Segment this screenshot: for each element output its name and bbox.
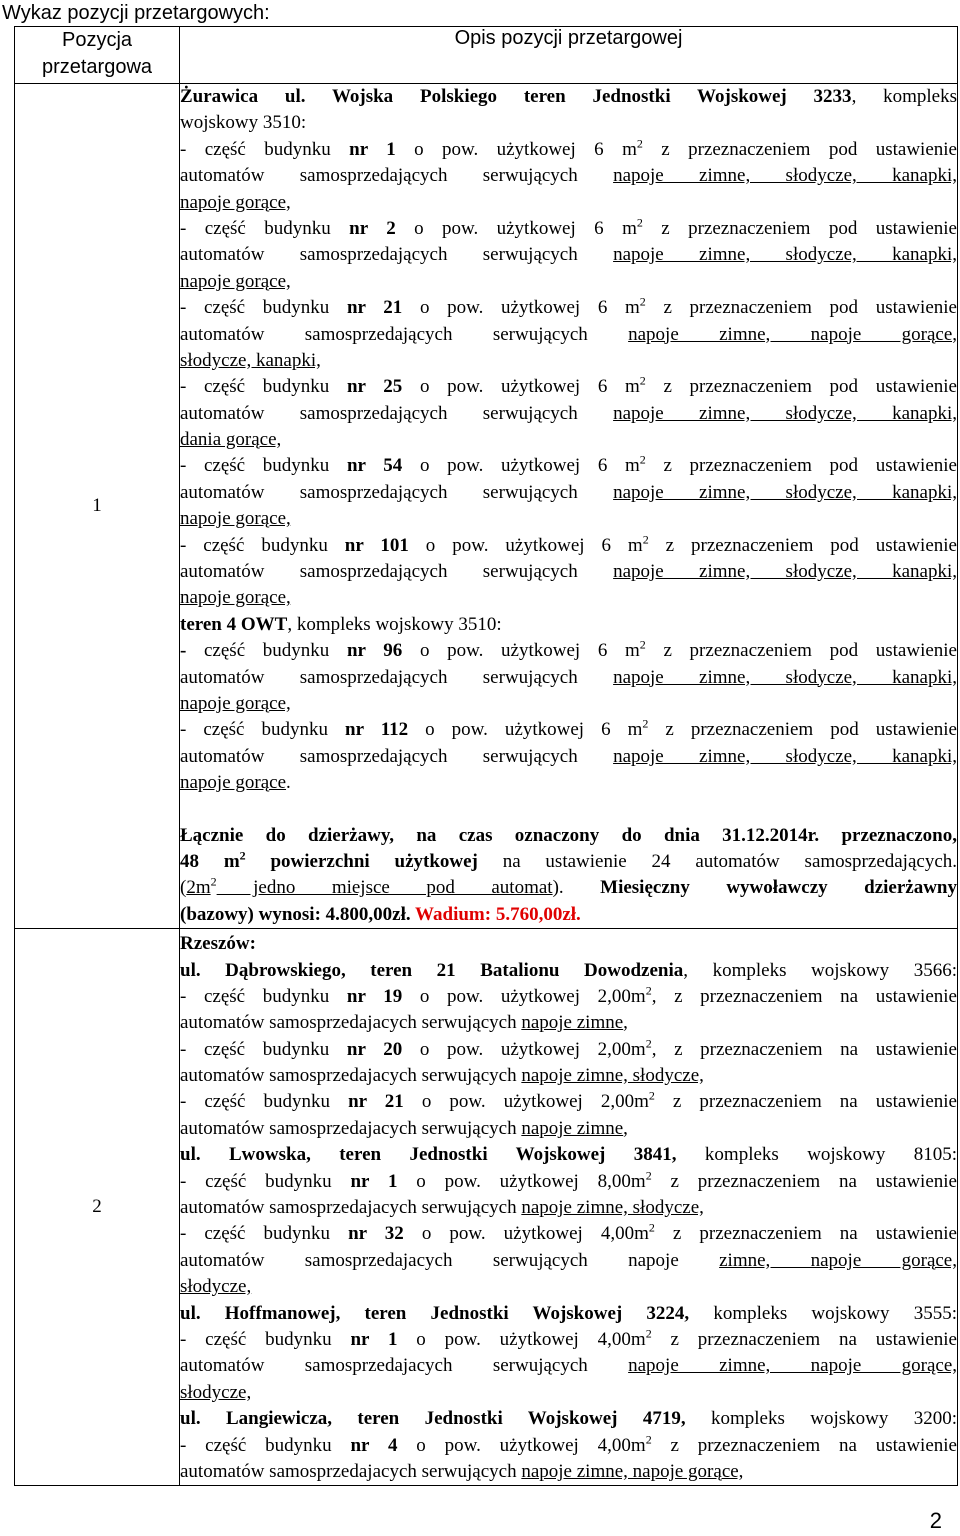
text-segment: automatów samosprzedajacych serwujących napoje (180, 1249, 720, 1271)
text-segment: - część budynku (180, 455, 347, 477)
text-segment: 2 (645, 1168, 652, 1183)
text-segment: z przeznaczeniem pod ustawienie (645, 376, 957, 398)
header-description: Opis pozycji przetargowej (180, 27, 958, 84)
text-segment: napoje zimne (521, 1117, 624, 1139)
text-line (180, 1063, 957, 1089)
text-segment: nr 19 (346, 985, 403, 1007)
text-segment: napoje zimne, słodycze, (521, 1065, 704, 1087)
text-segment: z przeznaczeniem pod ustawienie (648, 534, 957, 556)
text-segment: napoje gorące, (180, 508, 291, 530)
text-segment: z przeznaczeniem pod ustawienie (648, 719, 957, 741)
text-segment: nr 101 (344, 534, 409, 556)
text-segment: napoje zimne, słodycze, kanapki, (613, 745, 957, 767)
header-position (15, 27, 180, 84)
text-segment: automatów samosprzedajacych serwujących (180, 1012, 522, 1034)
text-segment: o pow. użytkowej 4,00m (403, 1223, 649, 1245)
text-segment: , (623, 1012, 628, 1034)
text-segment: automatów samosprzedających serwujących (180, 244, 614, 266)
text-segment: słodycze, (180, 1381, 252, 1403)
text-segment: 2 (639, 637, 646, 652)
text-line (180, 665, 957, 691)
text-segment: nr 2 (349, 217, 396, 239)
text-segment: o pow. użytkowej 6 m (402, 297, 640, 319)
text-segment: napoje gorące, (180, 191, 291, 213)
text-line (180, 480, 957, 506)
text-segment: napoje zimne, słodycze, kanapki, (613, 561, 957, 583)
position-number-2: 2 (15, 929, 180, 1486)
text-segment: 2 (239, 848, 246, 863)
text-segment: 2 (639, 453, 646, 468)
text-segment: - część budynku (180, 1328, 351, 1350)
text-line (180, 84, 957, 110)
text-line (180, 190, 957, 216)
text-segment: napoje zimne, słodycze, kanapki, (613, 402, 957, 424)
text-segment: nr 21 (348, 1091, 404, 1113)
text-segment: napoje gorące (180, 772, 287, 794)
text-segment: napoje zimne, słodycze, kanapki, (613, 244, 957, 266)
text-segment: z przeznaczeniem pod ustawienie (645, 455, 957, 477)
text-segment: wojskowy 3510: (180, 112, 307, 134)
text-segment: - część budynku (180, 1434, 351, 1456)
text-segment: ul. Langiewicza, teren Jednostki Wojskowej 4719, (180, 1408, 686, 1430)
table-header-row (15, 27, 958, 84)
text-segment: 2 (642, 532, 649, 547)
table-row (15, 84, 958, 929)
page-title: Wykaz pozycji przetargowych: (2, 2, 270, 24)
text-line (180, 374, 957, 400)
text-segment: 2 (645, 1036, 652, 1051)
text-segment: o pow. użytkowej 6 m (408, 719, 643, 741)
text-segment: napoje gorące, (180, 587, 291, 609)
text-line (180, 1089, 957, 1115)
text-segment: 2 (648, 1089, 655, 1104)
text-segment: . (286, 772, 291, 794)
text-segment: 2 (639, 294, 646, 309)
text-line (180, 638, 957, 664)
text-line (180, 163, 957, 189)
text-segment: automatów samosprzedających serwujących (180, 402, 614, 424)
text-segment: automatów samosprzedających serwujących (180, 165, 614, 187)
text-line (180, 1327, 957, 1353)
text-segment: o pow. użytkowej 2,00m (402, 1038, 646, 1060)
text-segment: - część budynku (180, 1038, 347, 1060)
description-cell-1 (180, 84, 958, 929)
text-segment: automatów samosprzedających serwujących (180, 481, 614, 503)
header-position-line1: Pozycja (61, 29, 133, 51)
text-line (180, 1010, 957, 1036)
text-segment: z przeznaczeniem na ustawienie (651, 1170, 957, 1192)
text-segment: napoje gorące, (180, 692, 291, 714)
text-segment: nr 96 (346, 640, 403, 662)
text-segment: - część budynku (180, 719, 346, 741)
text-segment: nr 25 (346, 376, 403, 398)
text-segment: - część budynku (180, 1091, 349, 1113)
text-line (180, 427, 957, 453)
text-segment: z przeznaczeniem pod ustawienie (642, 138, 957, 160)
text-segment: - część budynku (180, 1170, 351, 1192)
text-line (180, 242, 957, 268)
text-segment: nr 112 (345, 719, 409, 741)
text-segment: ul. Hoffmanowej, teren Jednostki Wojskowej 3224, (180, 1302, 690, 1324)
text-segment: kompleks wojskowy 3555: (689, 1302, 957, 1324)
text-line (180, 1274, 957, 1300)
text-line (180, 322, 957, 348)
text-segment: o pow. użytkowej 6 m (395, 217, 637, 239)
text-line (180, 1142, 957, 1168)
text-segment: o pow. użytkowej 2,00m (403, 1091, 649, 1113)
text-line (180, 1221, 957, 1247)
tender-items-table (14, 26, 958, 1486)
text-segment: część budynku (204, 640, 347, 662)
text-segment: nr 20 (346, 1038, 403, 1060)
text-segment: napoje zimne (521, 1012, 624, 1034)
text-segment: automatów samosprzedajacych serwujących (180, 1065, 522, 1087)
text-line (180, 453, 957, 479)
text-segment: z przeznaczeniem na ustawienie (654, 1091, 957, 1113)
text-segment: z przeznaczeniem na ustawienie (651, 1328, 957, 1350)
text-segment: nr 1 (349, 138, 396, 160)
text-segment: Rzeszów: (180, 933, 256, 955)
text-line (180, 1459, 957, 1485)
text-line (180, 849, 957, 875)
text-line (180, 585, 957, 611)
text-segment: napoje zimne, słodycze, (521, 1197, 704, 1219)
text-segment: napoje zimne, słodycze, kanapki, (613, 666, 957, 688)
text-segment: jedno miejsce pod automat (216, 877, 553, 899)
text-segment: ul. Lwowska, teren Jednostki Wojskowej 3841, (180, 1144, 677, 1166)
text-line (180, 559, 957, 585)
text-segment: automatów samosprzedajacych serwujących (180, 1197, 522, 1219)
text-segment: nr 32 (348, 1223, 404, 1245)
text-line (180, 1353, 957, 1379)
text-segment: automatów samosprzedających serwujących (180, 561, 614, 583)
text-segment: kompleks wojskowy 8105: (676, 1144, 957, 1166)
text-segment: , z przeznaczeniem na ustawienie (651, 985, 957, 1007)
text-segment: , z przeznaczeniem na ustawienie (651, 1038, 957, 1060)
text-segment: słodycze, kanapki, (180, 349, 321, 371)
text-line (180, 1301, 957, 1327)
text-segment: - część budynku (180, 138, 350, 160)
text-line (180, 958, 957, 984)
text-segment: 2 (648, 1221, 655, 1236)
text-line (180, 269, 957, 295)
text-segment: o pow. użytkowej 6 m (408, 534, 643, 556)
text-line (180, 770, 957, 796)
text-segment: Łącznie do dzierżawy, na czas oznaczony do dnia 31.12.2014r. przeznaczono, (180, 824, 957, 846)
text-segment: automatów samosprzedajacych serwujących (180, 1117, 522, 1139)
text-segment: - część budynku (180, 217, 350, 239)
text-segment: automatów samosprzedających serwujących (180, 745, 614, 767)
text-segment: , kompleks wojskowy 3510: (287, 613, 502, 635)
text-segment: - (180, 640, 204, 662)
text-segment: nr 54 (346, 455, 403, 477)
position-number-1: 1 (15, 84, 180, 929)
text-segment: 2 (642, 717, 649, 732)
text-segment: automatów samosprzedających serwujących (180, 666, 614, 688)
text-segment: , kompleks wojskowy 3566: (683, 959, 957, 981)
spacer (180, 797, 957, 823)
text-segment: , kompleks (851, 86, 957, 107)
text-line (180, 1169, 957, 1195)
text-line (180, 506, 957, 532)
text-segment: - część budynku (180, 1223, 349, 1245)
text-segment: - część budynku (180, 985, 347, 1007)
text-line (180, 1380, 957, 1406)
text-segment: napoje zimne, słodycze, kanapki, (613, 165, 957, 187)
description-cell-2 (180, 929, 958, 1486)
text-segment: Miesięczny wywoławczy dzierżawny (600, 877, 957, 899)
text-segment: zimne, napoje gorące, (719, 1249, 957, 1271)
text-segment: (bazowy) wynosi: 4.800,00zł. (180, 903, 416, 925)
text-line (180, 902, 957, 928)
text-segment: o pow. użytkowej 6 m (402, 376, 640, 398)
text-segment: automatów samosprzedajacych serwujących (180, 1355, 629, 1377)
text-segment: 2 (645, 1326, 652, 1341)
text-segment: Żurawica ul. Wojska Polskiego teren Jednostki Wojskowej 3233 (180, 86, 852, 107)
text-segment: , (623, 1117, 628, 1139)
text-segment: o pow. użytkowej 6 m (402, 455, 640, 477)
text-segment: teren 4 OWT (180, 613, 288, 635)
text-segment: napoje zimne, słodycze, kanapki, (613, 481, 957, 503)
text-segment: na ustawienie 24 automatów samosprzedających. (477, 850, 958, 872)
text-line (180, 1116, 957, 1142)
text-segment: - część budynku (180, 534, 345, 556)
text-segment: o pow. użytkowej 6 m (402, 640, 640, 662)
text-line (180, 401, 957, 427)
text-segment: 2 (636, 136, 643, 151)
text-segment: 2 (639, 373, 646, 388)
text-segment: 2 (210, 875, 217, 889)
table-row (15, 929, 958, 1486)
text-segment: z przeznaczeniem na ustawienie (651, 1434, 957, 1456)
text-segment: o pow. użytkowej 4,00m (397, 1434, 646, 1456)
text-segment: 2 (636, 215, 643, 230)
text-segment: nr 21 (346, 297, 403, 319)
text-line (180, 744, 957, 770)
text-segment: automatów samosprzedajacych serwujących (180, 1460, 522, 1482)
text-line (180, 691, 957, 717)
text-line (180, 612, 957, 638)
header-position-line2: przetargowa (41, 56, 153, 78)
text-segment: napoje zimne, napoje gorące, (628, 1355, 957, 1377)
text-line (180, 1037, 957, 1063)
text-segment: powierzchni użytkowej (245, 850, 478, 872)
text-segment: 48 m (180, 850, 240, 872)
text-line (180, 348, 957, 374)
text-segment: ( (180, 877, 187, 899)
text-line (180, 717, 957, 743)
text-line (180, 137, 957, 163)
text-segment: o pow. użytkowej 8,00m (397, 1170, 646, 1192)
text-segment: napoje gorące, (180, 270, 291, 292)
text-segment: nr 4 (350, 1434, 398, 1456)
text-line (180, 110, 957, 136)
text-line (180, 1406, 957, 1432)
text-segment: z przeznaczeniem na ustawienie (654, 1223, 957, 1245)
text-segment: z przeznaczeniem pod ustawienie (645, 640, 957, 662)
text-line (180, 216, 957, 242)
text-line (180, 984, 957, 1010)
text-segment: dania gorące, (180, 429, 282, 451)
text-segment: napoje zimne, napoje gorące, (628, 323, 957, 345)
text-segment: 2 (645, 1432, 652, 1447)
text-segment: ul. Dąbrowskiego, teren 21 Batalionu Dowodzenia (180, 959, 684, 981)
text-segment: z przeznaczeniem pod ustawienie (645, 297, 957, 319)
text-line (180, 1195, 957, 1221)
text-line (180, 1433, 957, 1459)
text-line (180, 875, 957, 901)
text-segment: Wadium: 5.760,00zł. (415, 903, 581, 925)
text-segment: - część budynku (180, 297, 347, 319)
text-segment: napoje zimne, napoje gorące, (521, 1460, 744, 1482)
text-segment: o pow. użytkowej 6 m (395, 138, 637, 160)
text-segment: 2 (645, 983, 652, 998)
text-segment: nr 1 (350, 1328, 398, 1350)
text-segment: automatów samosprzedających serwujących (180, 323, 629, 345)
text-line (180, 533, 957, 559)
text-line (180, 823, 957, 849)
text-line (180, 1248, 957, 1274)
text-segment: 2m (186, 877, 211, 899)
text-segment: słodycze, (180, 1276, 252, 1298)
text-segment: o pow. użytkowej 4,00m (397, 1328, 646, 1350)
text-segment: z przeznaczeniem pod ustawienie (642, 217, 957, 239)
text-segment: nr 1 (350, 1170, 398, 1192)
text-line (180, 295, 957, 321)
text-segment: kompleks wojskowy 3200: (685, 1408, 958, 1430)
text-line (180, 931, 957, 957)
page-number: 2 (929, 1508, 942, 1533)
text-segment: - część budynku (180, 376, 347, 398)
text-segment: ). (552, 877, 601, 899)
text-segment: o pow. użytkowej 2,00m (402, 985, 646, 1007)
